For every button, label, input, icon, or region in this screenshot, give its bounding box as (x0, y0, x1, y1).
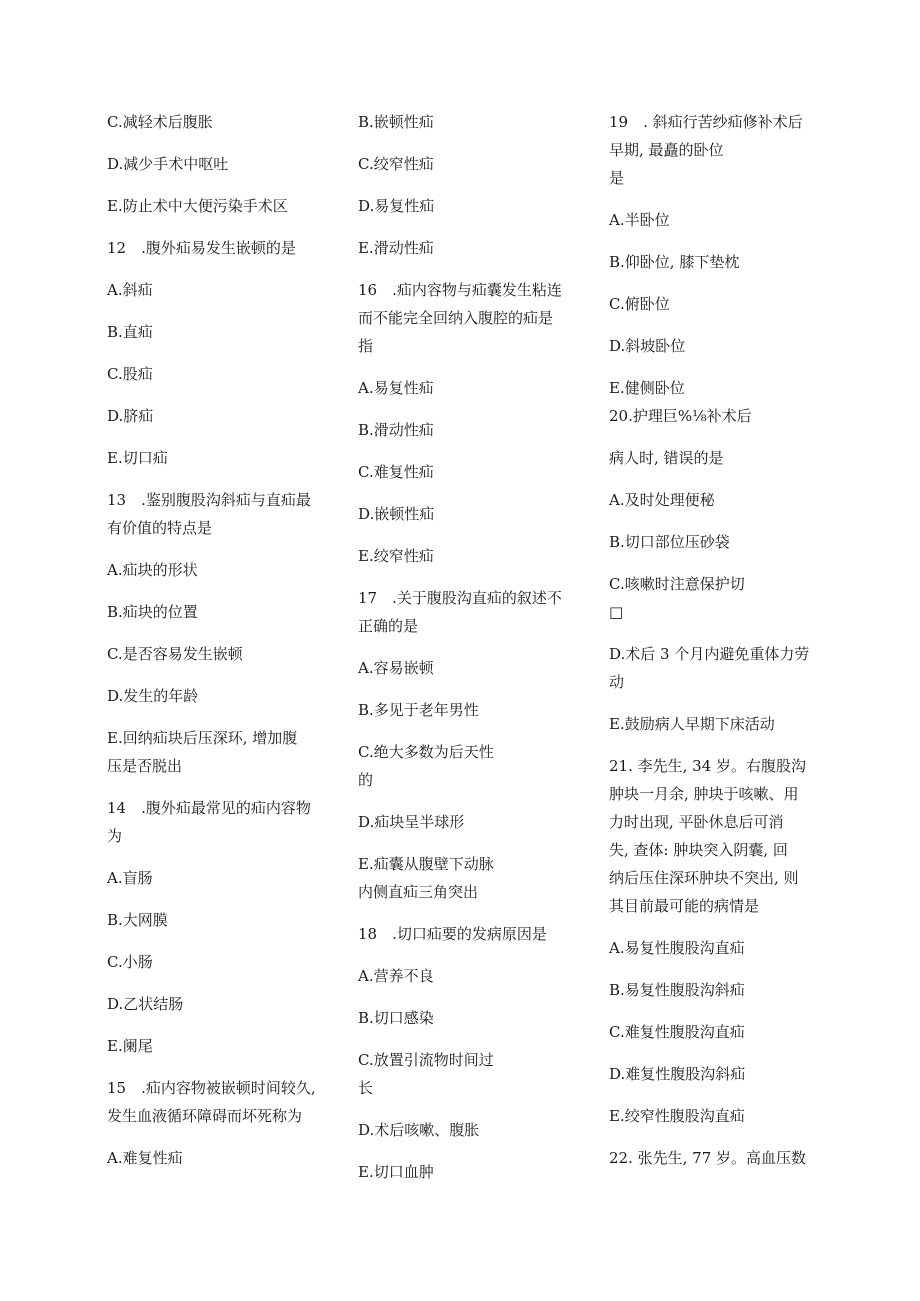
question-line: 病人时, 错误的是 (609, 449, 724, 467)
question-line: A.易复性疝 (358, 379, 434, 397)
question-line: 13 .鉴别腹股沟斜疝与直疝最 有价值的特点是 (107, 491, 311, 537)
question-line: B.仰卧位, 膝下垫枕 (609, 253, 740, 271)
question-line: C.难复性腹股沟直疝 (609, 1023, 745, 1041)
question-line: D.易复性疝 (358, 197, 435, 215)
question-line: 21. 李先生, 34 岁。右腹股沟 肿块一月余, 肿块于咳嗽、用 力时出现, 平卧休息后可消 失, 查体: 肿块突入阴囊, 回 纳后压住深环肿块不突出, 则 其目前最可能的病情是 (609, 757, 807, 915)
question-line: B.滑动性疝 (358, 421, 434, 439)
question-line: D.术后咳嗽、腹胀 (358, 1121, 480, 1139)
question-line: E.鼓励病人早期下床活动 (609, 715, 775, 733)
question-line: C.咳嗽时注意保护切 □ (609, 575, 745, 621)
question-line: A.半卧位 (609, 211, 670, 229)
question-line: A.难复性疝 (107, 1149, 183, 1167)
column-3 (609, 108, 824, 1186)
question-line: E.绞窄性腹股沟直疝 (609, 1107, 745, 1125)
question-line: D.斜坡卧位 (609, 337, 686, 355)
question-line: B.大网膜 (107, 911, 168, 929)
question-line: C.难复性疝 (358, 463, 434, 481)
question-line: E.切口疝 (107, 449, 168, 467)
question-line: C.减轻术后腹胀 (107, 113, 213, 131)
question-line: C.绝大多数为后天性 的 (358, 743, 494, 789)
question-line: B.直疝 (107, 323, 153, 341)
question-line: 15 .疝内容物被嵌顿时间较久, 发生血液循环障碍而坏死称为 (107, 1079, 316, 1125)
question-line: B.切口部位压砂袋 (609, 533, 730, 551)
question-line: A.易复性腹股沟直疝 (609, 939, 745, 957)
question-line: A.及时处理便秘 (609, 491, 715, 509)
question-line: E.疝囊从腹壁下动脉 内侧直疝三角突出 (358, 855, 494, 901)
question-line: A.营养不良 (358, 967, 434, 985)
question-line: 12 .腹外疝易发生嵌顿的是 (107, 239, 296, 257)
question-line: B.疝块的位置 (107, 603, 198, 621)
question-line: C.俯卧位 (609, 295, 670, 313)
question-line: E.切口血肿 (358, 1163, 434, 1181)
question-line: 16 .疝内容物与疝囊发生粘连 而不能完全回纳入腹腔的疝是 指 (358, 281, 562, 355)
question-line: 17 .关于腹股沟直疝的叙述不 正确的是 (358, 589, 562, 635)
question-line: A.斜疝 (107, 281, 153, 299)
question-line: D.术后 3 个月内避免重体力劳 动 (609, 645, 810, 691)
question-line: A.疝块的形状 (107, 561, 198, 579)
question-line: A.容易嵌顿 (358, 659, 434, 677)
question-line: 14 .腹外疝最常见的疝内容物 为 (107, 799, 311, 845)
question-line: D.发生的年龄 (107, 687, 199, 705)
column-1 (107, 108, 337, 1186)
question-line: D.脐疝 (107, 407, 154, 425)
question-line: D.难复性腹股沟斜疝 (609, 1065, 746, 1083)
question-line: E.防止术中大便污染手术区 (107, 197, 288, 215)
question-line: C.股疝 (107, 365, 153, 383)
question-line: 22. 张先生, 77 岁。高血压数 (609, 1149, 807, 1167)
question-line: C.是否容易发生嵌顿 (107, 645, 243, 663)
question-line: D.嵌顿性疝 (358, 505, 435, 523)
question-line: E.滑动性疝 (358, 239, 434, 257)
question-line: 18 .切口疝要的发病原因是 (358, 925, 547, 943)
question-line: C.绞窄性疝 (358, 155, 434, 173)
question-line: B.多见于老年男性 (358, 701, 479, 719)
question-line: B.切口感染 (358, 1009, 434, 1027)
question-line: B.嵌顿性疝 (358, 113, 434, 131)
question-line: C.小肠 (107, 953, 153, 971)
question-line: E.阑尾 (107, 1037, 153, 1055)
question-line: D.乙状结肠 (107, 995, 184, 1013)
question-line: A.盲肠 (107, 869, 153, 887)
question-line: 19 . 斜疝行苦纱疝修补术后 早期, 最矗的卧位 是 (609, 113, 803, 187)
question-line: E.绞窄性疝 (358, 547, 434, 565)
question-line: E.回纳疝块后压深环, 增加腹 压是否脱出 (107, 729, 298, 775)
question-line: D.减少手术中呕吐 (107, 155, 229, 173)
question-line: E.健侧卧位 20.护理巨%⅛补术后 (609, 379, 752, 425)
column-2 (358, 108, 583, 1200)
question-line: C.放置引流物时间过 长 (358, 1051, 494, 1097)
question-line: D.疝块呈半球形 (358, 813, 465, 831)
question-line: B.易复性腹股沟斜疝 (609, 981, 745, 999)
